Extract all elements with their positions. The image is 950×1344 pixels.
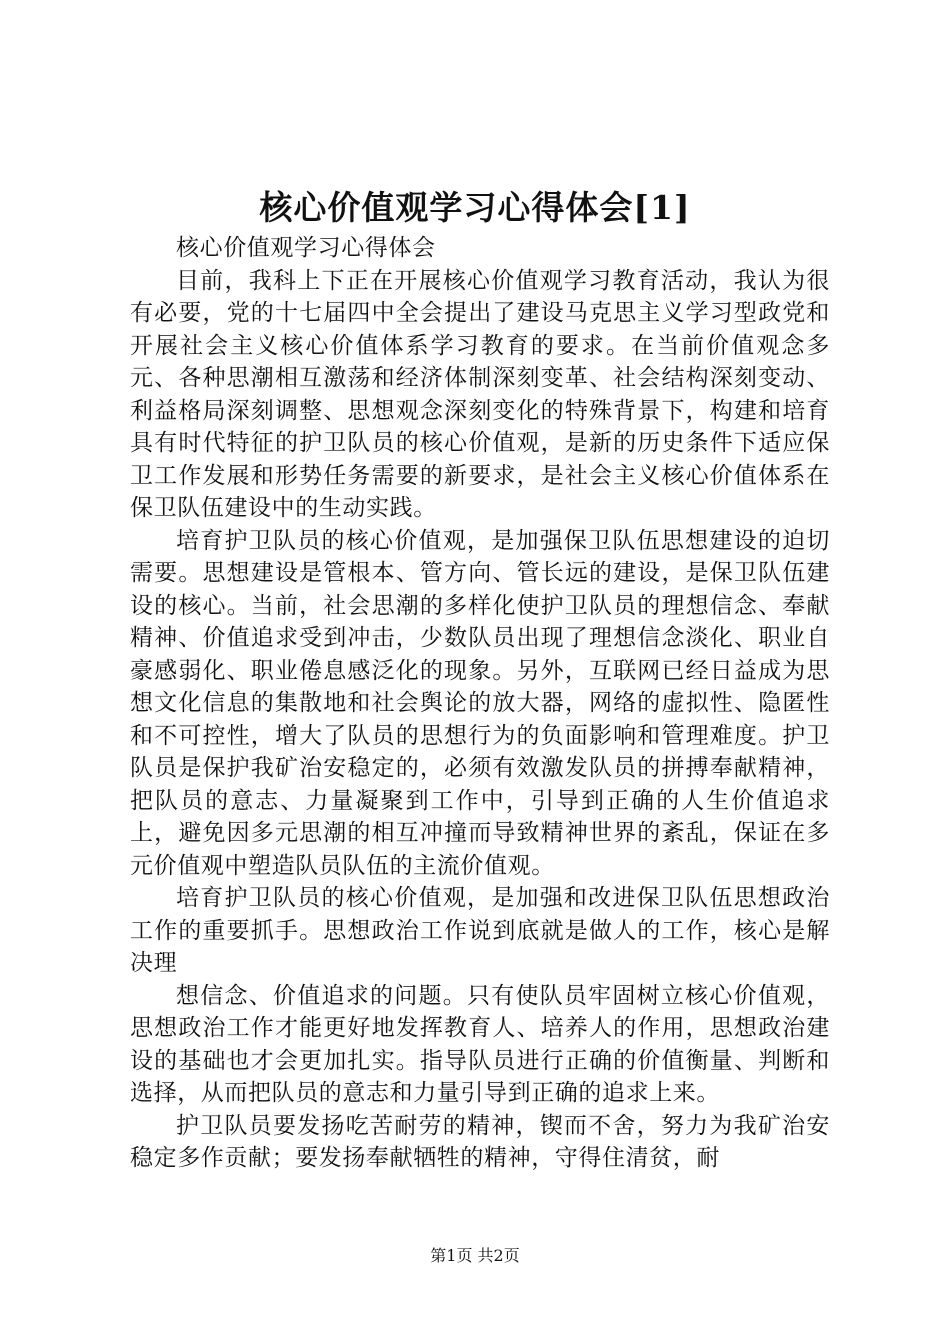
page-number-footer: 第1页 共2页	[430, 1246, 520, 1265]
paragraph-2: 培育护卫队员的核心价值观，是加强保卫队伍思想建设的迫切需要。思想建设是管根本、管方向、管长远的建设，是保卫队伍建设的核心。当前，社会思潮的多样化使护卫队员的理想信念、奉献精神、价值追求受到冲击，少数队员出现了理想信念淡化、职业自豪感弱化、职业倦息感泛化的现象。另外，互联网已经日益成为思想文化信息的集散地和社会舆论的放大器，网络的虚拟性、隐匿性和不可控性，增大了队员的思想行为的负面影响和管理难度。护卫队员是保护我矿治安稳定的，必须有效激发队员的拼搏奉献精神，把队员的意志、力量凝聚到工作中，引导到正确的人生价值追求上，避免因多元思潮的相互冲撞而导致精神世界的紊乱，保证在多元价值观中塑造队员队伍的主流价值观。	[130, 527, 830, 879]
document-subtitle: 核心价值观学习心得体会	[176, 235, 436, 261]
document-title: 核心价值观学习心得体会[1]	[259, 188, 691, 227]
paragraph-4: 想信念、价值追求的问题。只有使队员牢固树立核心价值观，思想政治工作才能更好地发挥教育人、培养人的作用，思想政治建设的基础也才会更加扎实。指导队员进行正确的价值衡量、判断和选择，从而把队员的意志和力量引导到正确的追求上来。	[130, 982, 830, 1106]
paragraph-1: 目前，我科上下正在开展核心价值观学习教育活动，我认为很有必要，党的十七届四中全会提出了建设马克思主义学习型政党和开展社会主义核心价值体系学习教育的要求。在当前价值观念多元、各种思潮相互激荡和经济体制深刻变革、社会结构深刻变动、利益格局深刻调整、思想观念深刻变化的特殊背景下，构建和培育具有时代特征的护卫队员的核心价值观，是新的历史条件下适应保卫工作发展和形势任务需要的新要求，是社会主义核心价值体系在保卫队伍建设中的生动实践。	[130, 267, 830, 521]
document-body	[130, 232, 830, 1175]
paragraph-3: 培育护卫队员的核心价值观，是加强和改进保卫队伍思想政治工作的重要抓手。思想政治工作说到底就是做人的工作，核心是解决理	[130, 885, 830, 976]
paragraph-5: 护卫队员要发扬吃苦耐劳的精神，锲而不舍，努力为我矿治安稳定多作贡献；要发扬奉献牺牲的精神，守得住清贫，耐	[130, 1112, 830, 1171]
